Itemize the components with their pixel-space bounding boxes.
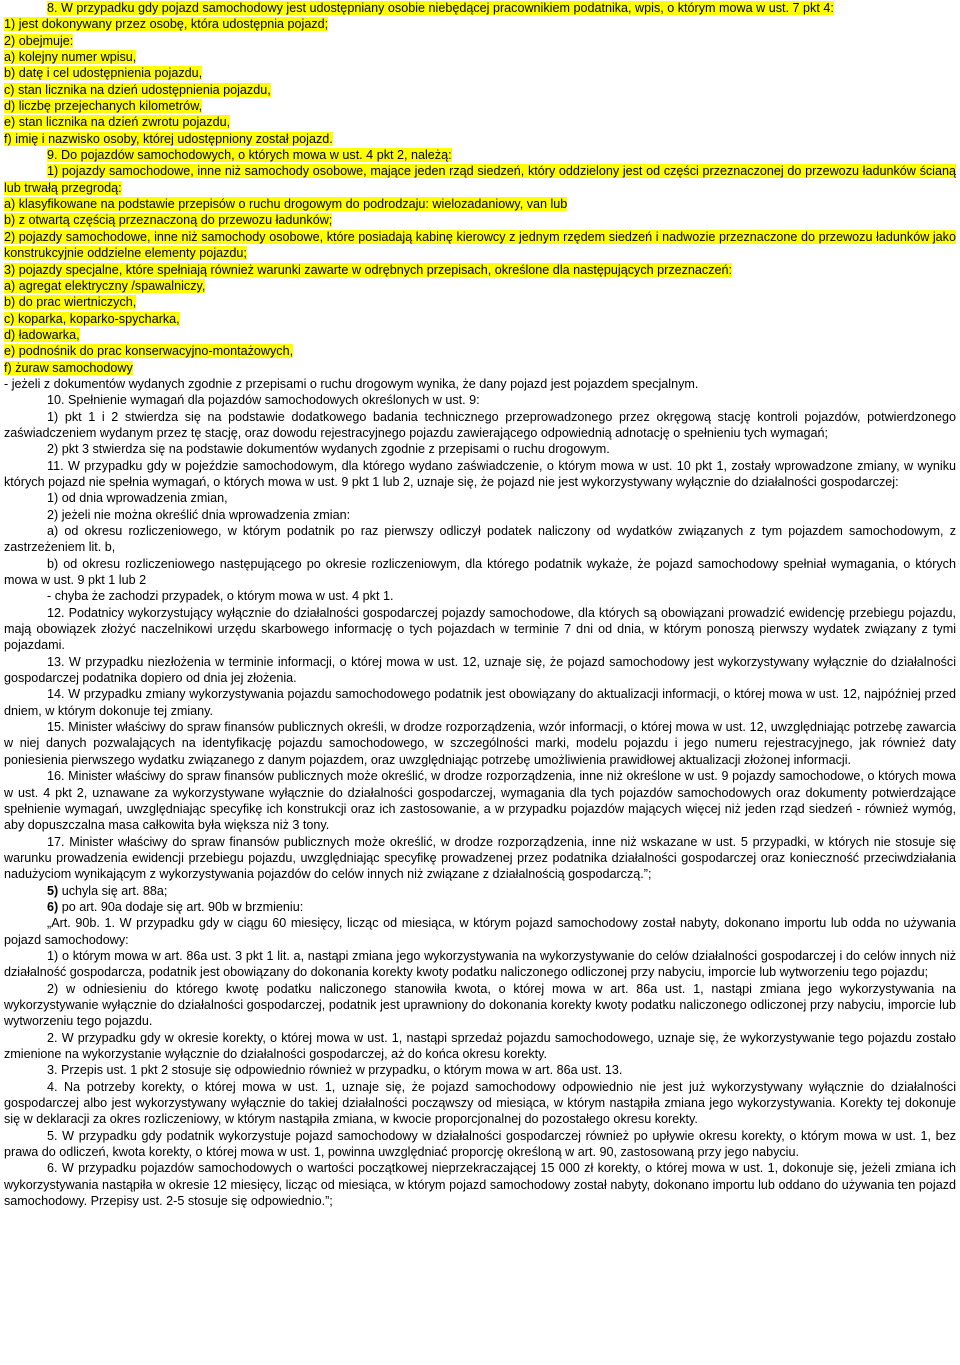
paragraph	[4, 262, 956, 278]
paragraph-text: - jeżeli z dokumentów wydanych zgodnie z przepisami o ruchu drogowym wynika, że dany pojazd jest pojazdem specjalnym.	[4, 376, 699, 391]
paragraph	[4, 507, 956, 523]
paragraph-text: 11. W przypadku gdy w pojeździe samochodowym, dla którego wydano zaświadczenie, o którym mowa w ust. 10 pkt 1, zostały wprowadzone zmiany, w wyniku których pojazd nie spełnia wymagań, o których mowa w ust. 9 pkt 1 lub 2, uznaje się, że pojazd nie jest wykorzystywany wyłącznie do działalności gospodarczej:	[4, 458, 956, 489]
item-text: uchyla się art. 88a;	[58, 883, 168, 898]
paragraph-text: d) liczbę przejechanych kilometrów,	[4, 99, 203, 114]
paragraph-text: e) podnośnik do prac konserwacyjno-montażowych,	[4, 344, 294, 359]
paragraph-text: 1) pojazdy samochodowe, inne niż samochody osobowe, mające jeden rząd siedzeń, który oddzielony jest od części przeznaczonej do przewozu ładunków ścianą lub trwałą przegrodą:	[4, 164, 956, 195]
paragraph-text: a) klasyfikowane na podstawie przepisów o ruchu drogowym do podrodzaju: wielozadaniowy, van lub	[4, 197, 568, 212]
paragraph	[4, 948, 956, 981]
paragraph	[4, 98, 956, 114]
paragraph	[4, 311, 956, 327]
paragraph-text: 1) jest dokonywany przez osobę, która udostępnia pojazd;	[4, 17, 329, 32]
paragraph	[4, 65, 956, 81]
item-number: 6)	[47, 899, 59, 914]
paragraph	[4, 229, 956, 262]
paragraph-text: 10. Spełnienie wymagań dla pojazdów samochodowych określonych w ust. 9:	[47, 393, 480, 408]
paragraph-text: - chyba że zachodzi przypadek, o którym mowa w ust. 4 pkt 1.	[47, 589, 394, 604]
paragraph	[4, 327, 956, 343]
paragraph	[4, 147, 956, 163]
paragraph	[4, 1030, 956, 1063]
paragraph	[4, 131, 956, 147]
paragraph-text: 9. Do pojazdów samochodowych, o których mowa w ust. 4 pkt 2, należą:	[47, 148, 452, 163]
paragraph-text: f) żuraw samochodowy	[4, 360, 133, 375]
paragraph-text: c) stan licznika na dzień udostępnienia pojazdu,	[4, 82, 271, 97]
paragraph-text: 4. Na potrzeby korekty, o której mowa w ust. 1, uznaje się, że pojazd samochodowy odpowiednio nie jest już wykorzystywany wyłącznie do działalności gospodarczej albo jest wykorzystywany wyłącznie do takiej działalności począwszy od miesiąca, w którym nastąpiła zmiana jego wykorzystywania. Korekty tej dokonuje się w deklaracji za okres rozliczeniowy, w którym nastąpiła zmiana, w kwocie proporcjonalnej do pozostałego okresu korekty.	[4, 1079, 956, 1127]
paragraph	[4, 360, 956, 376]
paragraph	[4, 523, 956, 556]
paragraph-text: b) od okresu rozliczeniowego następującego po okresie rozliczeniowym, dla którego podatnik wykaże, że pojazd samochodowy spełniał wymagania, o których mowa w ust. 9 pkt 1 lub 2	[4, 556, 956, 588]
paragraph-text: a) od okresu rozliczeniowego, w którym podatnik po raz pierwszy odliczył podatek naliczony od wydatków związanych z tym pojazdem samochodowym, z zastrzeżeniem lit. b,	[4, 524, 956, 555]
paragraph	[4, 82, 956, 98]
paragraph	[4, 1079, 956, 1128]
paragraph	[4, 883, 956, 899]
paragraph	[4, 33, 956, 49]
paragraph-text: 2) pkt 3 stwierdza się na podstawie dokumentów wydanych zgodnie z przepisami o ruchu drogowym.	[47, 442, 610, 457]
paragraph-text: 17. Minister właściwy do spraw finansów publicznych może określić, w drodze rozporządzenia, inne niż wskazane w ust. 5 przypadki, w których nie stosuje się warunku prowadzenia ewidencji przebiegu pojazdu, uwzględniając specyfikę prowadzenej przez podatnika działalności gospodarczej oraz konieczność przeciwdziałania nadużyciom wynikającym z wykorzystywania pojazdów do celów innych niż związane z działalnością gospodarczą.”;	[4, 834, 956, 882]
paragraph-text: f) imię i nazwisko osoby, której udostępniony został pojazd.	[4, 131, 333, 146]
paragraph	[4, 490, 956, 506]
paragraph-text: 3) pojazdy specjalne, które spełniają również warunki zawarte w odrębnych przepisach, określone dla następujących przeznaczeń:	[4, 262, 733, 277]
paragraph-text: 2) obejmuje:	[4, 33, 74, 48]
paragraph-text: d) ładowarka,	[4, 327, 80, 342]
paragraph-text: b) datę i cel udostępnienia pojazdu,	[4, 66, 203, 81]
paragraph-text: 2) pojazdy samochodowe, inne niż samochody osobowe, które posiadają kabinę kierowcy z jednym rzędem siedzeń i nadwozie przeznaczone do przewozu ładunków jako konstrukcyjnie oddzielne elementy pojazdu;	[4, 229, 956, 261]
paragraph	[4, 196, 956, 212]
paragraph	[4, 899, 956, 915]
paragraph-text: a) kolejny numer wpisu,	[4, 50, 137, 65]
paragraph-text: 14. W przypadku zmiany wykorzystywania pojazdu samochodowego podatnik jest obowiązany do aktualizacji informacji, o której mowa w ust. 12, najpóźniej przed dniem, w którym dokonuje tej zmiany.	[4, 687, 956, 718]
paragraph-text: 3. Przepis ust. 1 pkt 2 stosuje się odpowiednio również w przypadku, o którym mowa w art. 86a ust. 13.	[47, 1063, 623, 1078]
paragraph	[4, 0, 956, 16]
paragraph	[4, 16, 956, 32]
paragraph-text: b) z otwartą częścią przeznaczoną do przewozu ładunków;	[4, 213, 333, 228]
paragraph	[4, 605, 956, 654]
paragraph	[4, 719, 956, 768]
paragraph	[4, 163, 956, 196]
paragraph	[4, 1128, 956, 1161]
paragraph	[4, 588, 956, 604]
paragraph	[4, 376, 956, 392]
paragraph	[4, 114, 956, 130]
paragraph-text: „Art. 90b. 1. W przypadku gdy w ciągu 60 miesięcy, licząc od miesiąca, w którym pojazd samochodowy został nabyty, dokonano importu lub odda no używania pojazd samochodowy:	[4, 916, 956, 947]
paragraph	[4, 654, 956, 687]
paragraph	[4, 392, 956, 408]
paragraph-text: a) agregat elektryczny /spawalniczy,	[4, 278, 206, 293]
paragraph-text: 2. W przypadku gdy w okresie korekty, o której mowa w ust. 1, nastąpi sprzedaż pojazdu samochodowego, uznaje się, że wykorzystywanie tego pojazdu zostało zmienione na wykorzystanie wyłącznie do działalności gospodarczej, aż do końca okresu korekty.	[4, 1030, 956, 1061]
paragraph-text: e) stan licznika na dzień zwrotu pojazdu,	[4, 115, 231, 130]
paragraph	[4, 458, 956, 491]
item-text: po art. 90a dodaje się art. 90b w brzmieniu:	[58, 899, 304, 914]
item-number: 5)	[47, 883, 59, 898]
paragraph-text: 2) w odniesieniu do którego kwotę podatku naliczonego stanowiła kwota, o której mowa w art. 86a ust. 1, nastąpi zmiana jego wykorzystywania na wykorzystywanie wyłącznie do działalności gospodarczej, podatnik jest uprawniony do dokonania korekty kwoty podatku naliczonego odliczonej przy nabyciu, imporcie lub wytworzeniu tego pojazdu.	[4, 981, 956, 1029]
paragraph-text: 12. Podatnicy wykorzystujący wyłącznie do działalności gospodarczej pojazdy samochodowe, dla których są obowiązani prowadzić ewidencję przebiegu pojazdu, mają obowiązek złożyć naczelnikowi urzędu skarbowego informację o tych pojazdach w terminie 7 dni od dnia, w którym ponoszą pierwszy wydatek związany z tymi pojazdami.	[4, 605, 956, 653]
paragraph-text: 1) od dnia wprowadzenia zmian,	[47, 491, 228, 506]
paragraph	[4, 294, 956, 310]
paragraph	[4, 686, 956, 719]
paragraph	[4, 278, 956, 294]
paragraph-text: 15. Minister właściwy do spraw finansów publicznych określi, w drodze rozporządzenia, wzór informacji, o której mowa w ust. 12, uwzględniając potrzebę zawarcia w niej danych pozwalających na identyfikację pojazdu samochodowego, w szczególności marki, modelu pojazdu i jego numeru rejestracyjnego, jak również daty poniesienia pierwszego wydatku związanego z danym pojazdem, oraz uwzględniając potrzebę umożliwienia prawidłowej aktualizacji złożonej informacji.	[4, 720, 956, 767]
paragraph	[4, 556, 956, 589]
paragraph	[4, 915, 956, 948]
paragraph-text: 5. W przypadku gdy podatnik wykorzystuje pojazd samochodowy w działalności gospodarczej również po upływie okresu korekty, o którym mowa w ust. 1, bez prawa do odliczeń, kwota korekty, o której mowa w ust. 1, powinna uwzględniać proporcję określoną w art. 90, zastosowaną przy jego nabyciu.	[4, 1128, 956, 1160]
paragraph-text: 2) jeżeli nie można określić dnia wprowadzenia zmian:	[47, 507, 351, 522]
paragraph	[4, 834, 956, 883]
paragraph-text: 13. W przypadku niezłożenia w terminie informacji, o której mowa w ust. 12, uznaje się, że pojazd samochodowy jest wykorzystywany wyłącznie do działalności gospodarczej podatnika dopiero od dnia jej złożenia.	[4, 654, 956, 686]
paragraph	[4, 1062, 956, 1078]
paragraph-text: 8. W przypadku gdy pojazd samochodowy jest udostępniany osobie niebędącej pracownikiem podatnika, wpis, o którym mowa w ust. 7 pkt 4:	[47, 1, 834, 15]
paragraph-text: 1) o którym mowa w art. 86a ust. 3 pkt 1 lit. a, nastąpi zmiana jego wykorzystywania na wykorzystywanie do celów działalności gospodarczej i do celów innych niż działalność gospodarcza, podatnik jest obowiązany do dokonania korekty kwoty podatku naliczonego odliczonej przy nabyciu, imporcie lub wytworzeniu tego pojazdu;	[4, 948, 956, 980]
paragraph	[4, 343, 956, 359]
paragraph-text: c) koparka, koparko-spycharka,	[4, 311, 180, 326]
paragraph-text: 1) pkt 1 i 2 stwierdza się na podstawie dodatkowego badania technicznego przeprowadzonego przez okręgową stację kontroli pojazdów, potwierdzonego zaświadczeniem wydanym przez tę stację, oraz dowodu rejestracyjnego pojazdu zawierającego odpowiednią adnotację o spełnieniu tych wymagań;	[4, 409, 956, 440]
paragraph-text: 6. W przypadku pojazdów samochodowych o wartości początkowej nieprzekraczającej 15 000 zł korekty, o której mowa w ust. 1, dokonuje się, jeżeli zmiana ich wykorzystywania nastąpiła w okresie 12 miesięcy, licząc od miesiąca, w którym pojazd samochodowy został nabyty, dokonano importu lub oddano do używania ten pojazd samochodowy. Przepisy ust. 2-5 stosuje się odpowiednio.”;	[4, 1161, 956, 1209]
paragraph-text: b) do prac wiertniczych,	[4, 295, 137, 310]
paragraph	[4, 212, 956, 228]
paragraph	[4, 441, 956, 457]
paragraph	[4, 768, 956, 833]
paragraph	[4, 1160, 956, 1209]
paragraph	[4, 409, 956, 442]
paragraph	[4, 49, 956, 65]
paragraph-text: 16. Minister właściwy do spraw finansów publicznych może określić, w drodze rozporządzenia, inne niż określone w ust. 9 pojazdy samochodowe, o których mowa w ust. 4 pkt 2, uznawane za wykorzystywane wyłącznie do działalności gospodarczej, wymagania dla tych pojazdów samochodowych oraz dokumenty potwierdzające spełnienie wymagań, uwzględniając specyfikę ich konstrukcji oraz ich zastosowanie, a w przypadku pojazdów mających więcej niż jeden rząd siedzeń - również wymóg, aby dopuszczalna masa całkowita była większa niż 3 tony.	[4, 769, 956, 833]
paragraph	[4, 981, 956, 1030]
